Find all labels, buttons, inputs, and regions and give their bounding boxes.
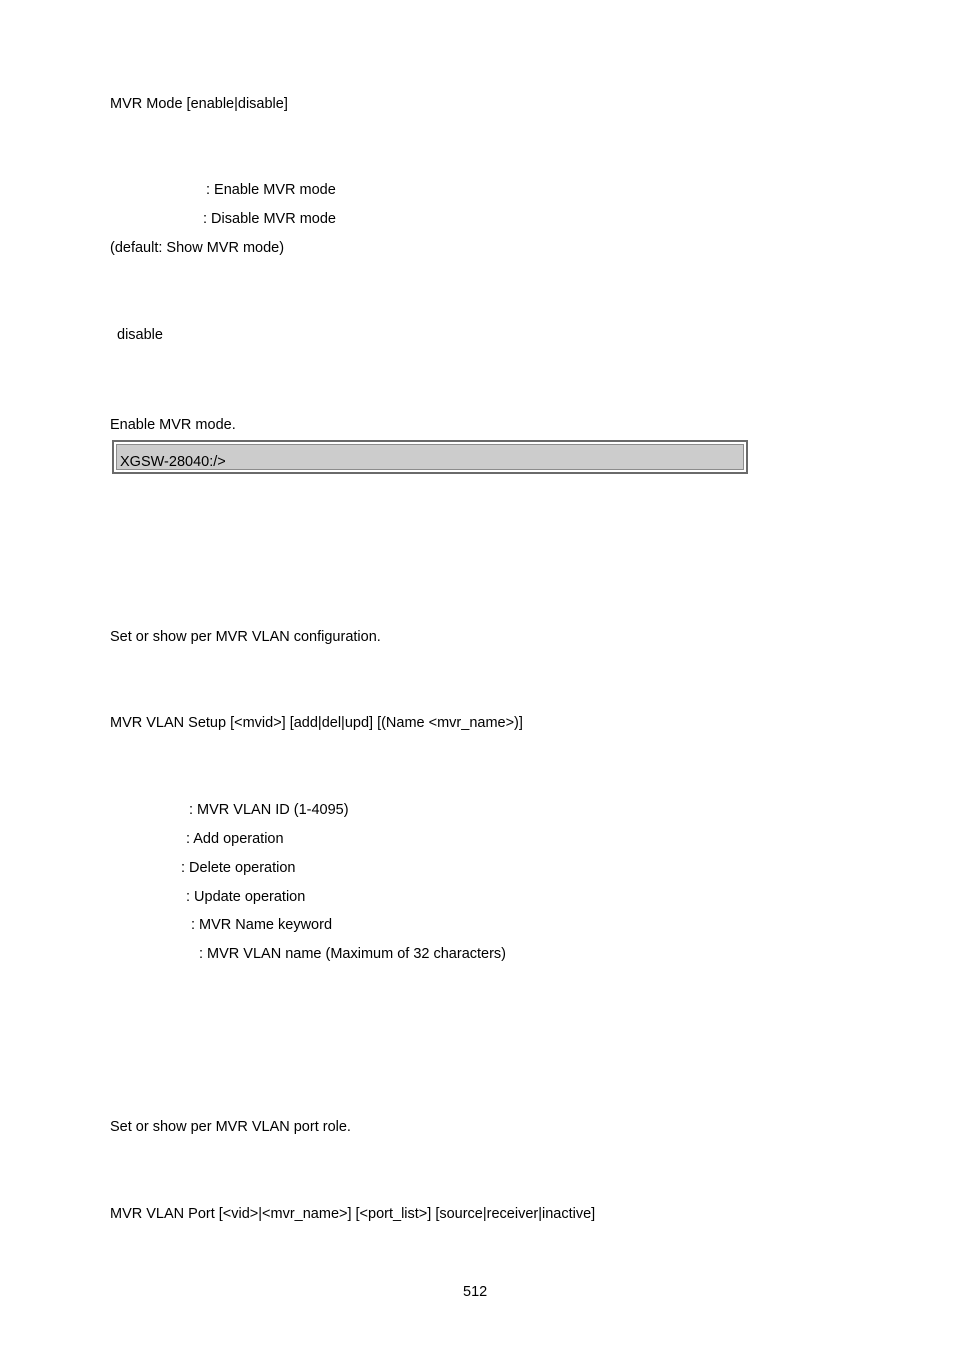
mvr-vlan-port-syntax: MVR VLAN Port [<vid>|<mvr_name>] [<port_list>] [source|receiver|inactive]: [110, 1206, 596, 1222]
command-prompt: XGSW-28040:/>: [120, 454, 226, 470]
mvr-vlan-port-description: Set or show per MVR VLAN port role.: [110, 1119, 351, 1135]
command-example-box: [112, 440, 748, 474]
page-number: 512: [463, 1284, 488, 1300]
param-upd-desc: : Update operation: [186, 889, 306, 905]
mvr-vlan-setup-description: Set or show per MVR VLAN configuration.: [110, 629, 381, 645]
param-name-desc: : MVR Name keyword: [191, 917, 333, 933]
param-default-desc: (default: Show MVR mode): [110, 240, 285, 256]
param-disable-desc: : Disable MVR mode: [203, 211, 336, 227]
example-description: Enable MVR mode.: [110, 417, 236, 433]
param-enable-desc: : Enable MVR mode: [206, 182, 336, 198]
param-del-desc: : Delete operation: [181, 860, 296, 876]
command-example-inner: [116, 444, 744, 470]
mvr-mode-syntax: MVR Mode [enable|disable]: [110, 96, 288, 112]
param-mvid-desc: : MVR VLAN ID (1-4095): [189, 802, 349, 818]
default-value: disable: [117, 327, 163, 343]
param-add-desc: : Add operation: [186, 831, 284, 847]
param-mvr-name-desc: : MVR VLAN name (Maximum of 32 characters): [199, 946, 507, 962]
mvr-vlan-setup-syntax: MVR VLAN Setup [<mvid>] [add|del|upd] [(Name <mvr_name>)]: [110, 715, 523, 731]
